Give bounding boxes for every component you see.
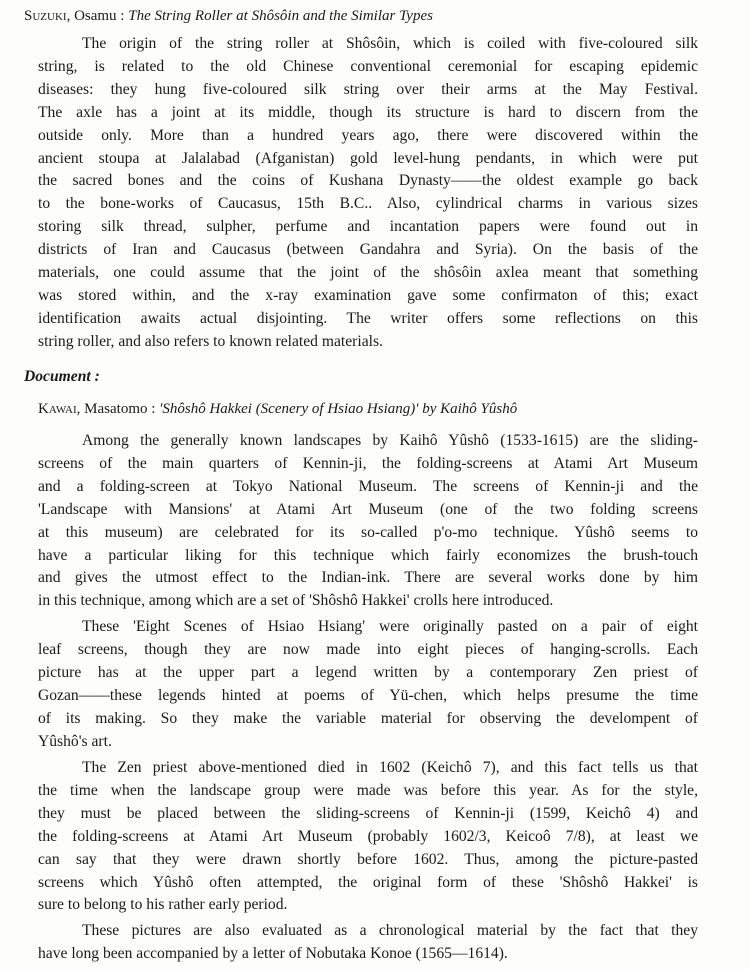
text-line: in this technique, among which are a set of 'Shôshô Hakkei' crolls here introduced. xyxy=(38,592,554,610)
text-line: the folding-screens at Atami Art Museum (probably 1602/3, Keicoô 7/8), at least we xyxy=(38,827,698,845)
article1-abstract xyxy=(38,33,698,354)
text-line: districts of Iran and Caucasus (between Gandahra and Syria). On the basis of the xyxy=(38,241,698,259)
article1-title: The String Roller at Shôsôin and the Similar Types xyxy=(128,8,433,24)
text-line: The origin of the string roller at Shôsôin, which is coiled with five-coloured silk xyxy=(82,35,698,52)
text-line: to the bone-works of Caucasus, 15th B.C.. Also, cylindrical charms in various sizes xyxy=(38,195,698,213)
article2-paragraph-1 xyxy=(38,430,698,613)
text-line: and a folding-screen at Tokyo National Museum. The screens of Kennin-ji and the xyxy=(38,477,698,495)
text-line: have a particular liking for this technique which fairly economizes the brush-touch xyxy=(38,546,698,564)
text-line: and gives the utmost effect to the Indian-ink. There are several works done by him xyxy=(38,569,698,587)
article1-heading xyxy=(24,6,433,26)
section-label-document: Document : xyxy=(24,368,100,385)
text-line: The Zen priest above-mentioned died in 1602 (Keichô 7), and this fact tells us that xyxy=(82,759,698,776)
text-line: identification awaits actual disjointing. The writer offers some reflections on this xyxy=(38,309,698,327)
text-line: materials, one could assume that the joint of the shôsôin axlea meant that something xyxy=(38,264,698,282)
text-line: the sacred bones and the coins of Kushana Dynasty——the oldest example go back xyxy=(38,172,698,190)
text-line: the time when the landscape group were made was before this year. As for the style, xyxy=(38,781,698,799)
text-line: have long been accompanied by a letter of Nobutaka Konoe (1565—1614). xyxy=(38,944,508,962)
article1-author-given: , Osamu : xyxy=(66,8,129,24)
article2-paragraph-2 xyxy=(38,616,698,753)
text-line: diseases: they hung five-coloured silk string over their arms at the May Festival. xyxy=(38,80,698,98)
article2-paragraph-3 xyxy=(38,757,698,917)
text-line: of its making. So they make the variable material for observing the develompent of xyxy=(38,709,698,727)
text-line: storing silk thread, sulpher, perfume and incantation papers were found out in xyxy=(38,218,698,236)
text-line: screens which Yûshô often attempted, the original form of these 'Shôshô Hakkei' is xyxy=(38,873,698,891)
text-line: at this museum) are celebrated for its so-called p'o-mo technique. Yûshô seems to xyxy=(38,523,698,541)
article2-paragraph-4 xyxy=(38,920,698,966)
text-line: 'Landscape with Mansions' at Atami Art Museum (one of the two folding screens xyxy=(38,500,698,518)
text-line: Among the generally known landscapes by Kaihô Yûshô (1533-1615) are the sliding- xyxy=(82,432,698,449)
article2-heading xyxy=(38,399,517,419)
text-line: Gozan——these legends hinted at poems of Yü-chen, which helps presume the time xyxy=(38,686,698,704)
article2-title: 'Shôshô Hakkei (Scenery of Hsiao Hsiang)' by Kaihô Yûshô xyxy=(159,401,518,417)
text-line: The axle has a joint at its middle, though its structure is hard to discern from the xyxy=(38,103,698,121)
article2-author-given: , Masatomo : xyxy=(76,401,160,417)
text-line: outside only. More than a hundred years ago, there were discovered within the xyxy=(38,126,698,144)
text-line: they must be placed between the sliding-screens of Kennin-ji (1599, Keichô 4) and xyxy=(38,804,698,822)
text-line: can say that they were drawn shortly before 1602. Thus, among the picture-pasted xyxy=(38,850,698,868)
text-line: Yûshô's art. xyxy=(38,732,112,750)
text-line: These pictures are also evaluated as a chronological material by the fact that they xyxy=(82,922,698,939)
text-line: These 'Eight Scenes of Hsiao Hsiang' were originally pasted on a pair of eight xyxy=(82,618,698,635)
article1-author-surname: Suzuki xyxy=(24,8,67,24)
text-line: sure to belong to his rather early period. xyxy=(38,896,288,914)
text-line: string roller, and also refers to known related materials. xyxy=(38,332,383,350)
text-line: string, is related to the old Chinese conventional ceremonial for escaping epidemic xyxy=(38,57,698,75)
text-line: ancient stoupa at Jalalabad (Afganistan) gold level-hung pendants, in which were put xyxy=(38,149,698,167)
text-line: picture has at the upper part a legend written by a contemporary Zen priest of xyxy=(38,663,698,681)
article2-author-surname: Kawai xyxy=(38,401,77,417)
text-line: screens of the main quarters of Kennin-ji, the folding-screens at Atami Art Museum xyxy=(38,454,698,472)
text-line: leaf screens, though they are now made into eight pieces of hanging-scrolls. Each xyxy=(38,640,698,658)
text-line: was stored within, and the x-ray examination gave some confirmaton of this; exact xyxy=(38,286,698,304)
